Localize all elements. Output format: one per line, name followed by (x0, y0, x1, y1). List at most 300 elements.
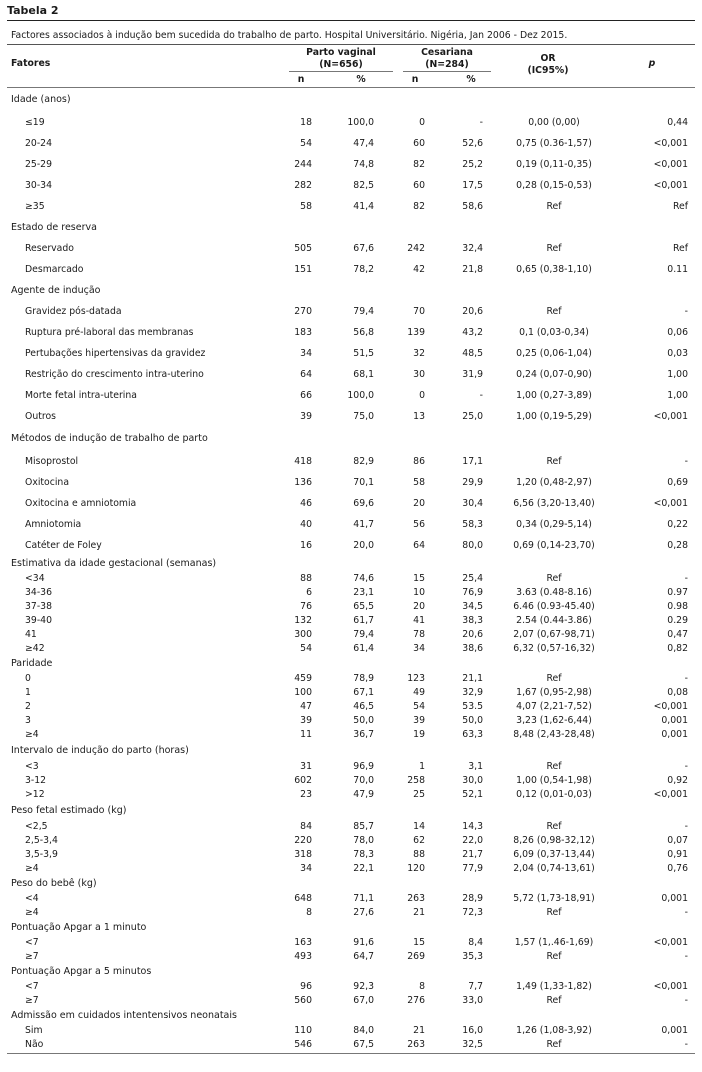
header-cesariana (403, 47, 491, 72)
table-row (7, 728, 695, 742)
cell-p: - (684, 907, 688, 918)
cell-p2: 29,9 (462, 477, 483, 488)
cell-p2: 33,0 (462, 995, 483, 1006)
cell-p2: 32,5 (462, 1039, 483, 1050)
cell-n2: 41 (413, 615, 425, 626)
table-row (7, 862, 695, 876)
cell-p2: 21,8 (462, 264, 483, 275)
row-label: Ruptura pré-laboral das membranas (25, 327, 194, 338)
cell-p2: 25,4 (462, 573, 483, 584)
cell-n2: 25 (413, 789, 425, 800)
cell-p2: - (479, 117, 483, 128)
cell-n2: 19 (413, 729, 425, 740)
cell-p: 0,82 (667, 643, 688, 654)
table-row (7, 994, 695, 1008)
group-label: Intervalo de indução do parto (horas) (11, 745, 189, 756)
cell-n1: 6 (306, 587, 312, 598)
cell-p: 0,76 (667, 863, 688, 874)
cell-p1: 82,9 (353, 456, 374, 467)
cell-n1: 34 (300, 863, 312, 874)
row-label: Restrição do crescimento intra-uterino (25, 369, 204, 380)
cell-n1: 505 (294, 243, 312, 254)
cell-or: Ref (546, 456, 562, 467)
cell-n1: 220 (294, 835, 312, 846)
cell-n2: 0 (419, 117, 425, 128)
cell-n2: 86 (413, 456, 425, 467)
cell-or: Ref (546, 821, 562, 832)
cell-n2: 269 (407, 951, 425, 962)
table-row (7, 385, 695, 406)
cell-p1: 84,0 (353, 1025, 374, 1036)
group-label: Admissão em cuidados intentensivos neonatais (11, 1010, 237, 1021)
row-label: <3 (25, 761, 39, 772)
cell-p1: 64,7 (353, 951, 374, 962)
cell-p: - (684, 673, 688, 684)
header-p: p (648, 58, 656, 69)
cell-n2: 123 (407, 673, 425, 684)
cell-or: 6,56 (3,20-13,40) (513, 498, 595, 509)
cell-n2: 139 (407, 327, 425, 338)
table-row (7, 950, 695, 964)
cell-p: - (684, 456, 688, 467)
row-label: Oxitocina e amniotomia (25, 498, 137, 509)
cell-n2: 88 (413, 849, 425, 860)
cell-p2: 48,5 (462, 348, 483, 359)
header-or-label: OR (540, 53, 556, 64)
cell-n2: 42 (413, 264, 425, 275)
cell-p: 0,001 (661, 715, 688, 726)
cell-p2: 14,3 (462, 821, 483, 832)
cell-p2: 53.5 (462, 701, 483, 712)
cell-p: Ref (672, 243, 688, 254)
table-row (7, 406, 695, 427)
header-parto-vaginal-n: (N=656) (319, 59, 363, 70)
cell-or: Ref (546, 951, 562, 962)
row-label: Catéter de Foley (25, 540, 102, 551)
cell-p: 0,28 (667, 540, 688, 551)
table-row (7, 175, 695, 196)
cell-p2: 30,4 (462, 498, 483, 509)
cell-p1: 41,7 (353, 519, 374, 530)
cell-or: Ref (546, 761, 562, 772)
cell-p: 0,03 (667, 348, 688, 359)
group-header (7, 88, 695, 112)
cell-n2: 258 (407, 775, 425, 786)
cell-n1: 282 (294, 180, 312, 191)
group-header (7, 427, 695, 451)
cell-or: 6.46 (0.93-45.40) (513, 601, 595, 612)
header-or-ic: (IC95%) (527, 65, 569, 76)
cell-n1: 54 (300, 643, 312, 654)
table-row (7, 614, 695, 628)
row-label: 41 (25, 629, 37, 640)
group-label: Peso do bebê (kg) (11, 878, 97, 889)
cell-p1: 67,0 (353, 995, 374, 1006)
cell-n1: 88 (300, 573, 312, 584)
cell-p2: 30,0 (462, 775, 483, 786)
cell-or: 6,32 (0,57-16,32) (513, 643, 595, 654)
cell-n1: 66 (300, 390, 312, 401)
cell-p: 0.98 (667, 601, 688, 612)
cell-n2: 64 (413, 540, 425, 551)
cell-n1: 96 (300, 981, 312, 992)
table-row (7, 586, 695, 600)
cell-or: 0,28 (0,15-0,53) (516, 180, 592, 191)
cell-n1: 8 (306, 907, 312, 918)
cell-p2: 7,7 (468, 981, 483, 992)
table-row (7, 196, 695, 217)
cell-p2: 72,3 (462, 907, 483, 918)
cell-or: 2,07 (0,67-98,71) (513, 629, 595, 640)
table-body (7, 88, 695, 1052)
row-label: ≥42 (25, 643, 45, 654)
cell-p2: 25,0 (462, 411, 483, 422)
cell-n1: 47 (300, 701, 312, 712)
cell-n1: 459 (294, 673, 312, 684)
cell-or: Ref (546, 995, 562, 1006)
group-header (7, 556, 695, 572)
cell-p: <0,001 (653, 701, 688, 712)
cell-or: 1,26 (1,08-3,92) (516, 1025, 592, 1036)
cell-p2: 16,0 (462, 1025, 483, 1036)
cell-p1: 50,0 (353, 715, 374, 726)
row-label: <2,5 (25, 821, 48, 832)
row-label: Não (25, 1039, 44, 1050)
cell-p2: 52,6 (462, 138, 483, 149)
cell-or: 4,07 (2,21-7,52) (516, 701, 592, 712)
cell-p1: 74,6 (353, 573, 374, 584)
row-label: ≥4 (25, 907, 39, 918)
cell-n2: 56 (413, 519, 425, 530)
cell-n1: 46 (300, 498, 312, 509)
table-row (7, 343, 695, 364)
cell-p1: 70,1 (353, 477, 374, 488)
group-header (7, 920, 695, 936)
table-row (7, 1038, 695, 1052)
cell-or: Ref (546, 306, 562, 317)
cell-p: 0,44 (667, 117, 688, 128)
cell-p1: 70,0 (353, 775, 374, 786)
cell-p1: 47,4 (353, 138, 374, 149)
group-label: Peso fetal estimado (kg) (11, 805, 127, 816)
table-row (7, 238, 695, 259)
cell-p: - (684, 821, 688, 832)
cell-or: 0,69 (0,14-23,70) (513, 540, 595, 551)
table-row (7, 628, 695, 642)
table-row (7, 600, 695, 614)
cell-p2: 32,9 (462, 687, 483, 698)
cell-p2: 28,9 (462, 893, 483, 904)
cell-p: 0,47 (667, 629, 688, 640)
row-label: >12 (25, 789, 45, 800)
cell-p2: 21,7 (462, 849, 483, 860)
row-label: 2 (25, 701, 31, 712)
cell-n1: 84 (300, 821, 312, 832)
cell-p2: 22,0 (462, 835, 483, 846)
cell-or: Ref (546, 573, 562, 584)
table-row (7, 788, 695, 802)
cell-p2: 32,4 (462, 243, 483, 254)
row-label: 30-34 (25, 180, 53, 191)
cell-or: 0,24 (0,07-0,90) (516, 369, 592, 380)
cell-p2: 31,9 (462, 369, 483, 380)
table-row (7, 154, 695, 175)
cell-n1: 34 (300, 348, 312, 359)
cell-p: <0,001 (653, 411, 688, 422)
cell-n1: 31 (300, 761, 312, 772)
row-label: 20-24 (25, 138, 53, 149)
table-row (7, 642, 695, 656)
cell-n2: 0 (419, 390, 425, 401)
table-row (7, 672, 695, 686)
cell-or: 2.54 (0.44-3.86) (516, 615, 592, 626)
cell-p1: 41,4 (353, 201, 374, 212)
group-label: Pontuação Apgar a 1 minuto (11, 922, 147, 933)
cell-p1: 75,0 (353, 411, 374, 422)
cell-or: Ref (546, 673, 562, 684)
cell-p2: 76,9 (462, 587, 483, 598)
cell-p: 0,69 (667, 477, 688, 488)
cell-or: 0,1 (0,03-0,34) (519, 327, 589, 338)
row-label: ≥4 (25, 863, 39, 874)
group-header (7, 1008, 695, 1024)
cell-p1: 46,5 (353, 701, 374, 712)
table-row (7, 322, 695, 343)
cell-p: <0,001 (653, 498, 688, 509)
cell-or: 3,23 (1,62-6,44) (516, 715, 592, 726)
cell-or: Ref (546, 201, 562, 212)
cell-or: 0,12 (0,01-0,03) (516, 789, 592, 800)
cell-p2: 58,3 (462, 519, 483, 530)
row-label: Desmarcado (25, 264, 84, 275)
table-row (7, 834, 695, 848)
table-row (7, 820, 695, 834)
row-label: 37-38 (25, 601, 53, 612)
cell-p1: 47,9 (353, 789, 374, 800)
group-label: Idade (anos) (11, 94, 71, 105)
cell-n2: 21 (413, 1025, 425, 1036)
cell-n1: 54 (300, 138, 312, 149)
row-label: Morte fetal intra-uterina (25, 390, 137, 401)
cell-p2: 63,3 (462, 729, 483, 740)
cell-p1: 78,2 (353, 264, 374, 275)
cell-p: - (684, 995, 688, 1006)
cell-or: Ref (546, 243, 562, 254)
table-row (7, 936, 695, 950)
cell-or: 1,49 (1,33-1,82) (516, 981, 592, 992)
cell-p1: 91,6 (353, 937, 374, 948)
cell-p: <0,001 (653, 159, 688, 170)
cell-p: 0.11 (667, 264, 688, 275)
cell-or: 0,75 (0.36-1,57) (516, 138, 592, 149)
cell-p1: 78,0 (353, 835, 374, 846)
group-label: Pontuação Apgar a 5 minutos (11, 966, 152, 977)
cell-p: <0,001 (653, 180, 688, 191)
cell-or: 2,04 (0,74-13,61) (513, 863, 595, 874)
cell-n2: 82 (413, 201, 425, 212)
cell-p: <0,001 (653, 981, 688, 992)
table-row (7, 572, 695, 586)
group-label: Estado de reserva (11, 222, 97, 233)
cell-or: Ref (546, 1039, 562, 1050)
cell-n1: 58 (300, 201, 312, 212)
cell-or: 1,57 (1,.46-1,69) (514, 937, 594, 948)
cell-n2: 70 (413, 306, 425, 317)
row-label: Gravidez pós-datada (25, 306, 122, 317)
row-label: 25-29 (25, 159, 53, 170)
header-parto-vaginal-label: Parto vaginal (306, 47, 376, 58)
cell-p1: 27,6 (353, 907, 374, 918)
cell-n1: 493 (294, 951, 312, 962)
cell-n2: 21 (413, 907, 425, 918)
cell-p1: 67,6 (353, 243, 374, 254)
cell-n1: 40 (300, 519, 312, 530)
cell-n2: 20 (413, 498, 425, 509)
cell-n2: 20 (413, 601, 425, 612)
table-row (7, 760, 695, 774)
header-pct2: % (466, 74, 476, 85)
cell-n2: 32 (413, 348, 425, 359)
cell-p1: 100,0 (347, 117, 374, 128)
cell-n1: 163 (294, 937, 312, 948)
cell-p1: 56,8 (353, 327, 374, 338)
group-header (7, 742, 695, 760)
row-label: Sim (25, 1025, 43, 1036)
cell-p1: 82,5 (353, 180, 374, 191)
cell-n2: 13 (413, 411, 425, 422)
table-row (7, 259, 695, 280)
cell-or: 3.63 (0.48-8.16) (516, 587, 592, 598)
row-label: 3 (25, 715, 31, 726)
row-label: Misoprostol (25, 456, 79, 467)
cell-p1: 69,6 (353, 498, 374, 509)
row-label: Amniotomia (25, 519, 82, 530)
cell-n2: 1 (419, 761, 425, 772)
cell-n2: 276 (407, 995, 425, 1006)
cell-n1: 151 (294, 264, 312, 275)
row-label: 0 (25, 673, 31, 684)
cell-p1: 23,1 (353, 587, 374, 598)
table-row (7, 493, 695, 514)
cell-p: 1,00 (667, 390, 688, 401)
row-label: 3-12 (25, 775, 47, 786)
cell-n2: 263 (407, 893, 425, 904)
row-label: 3,5-3,9 (25, 849, 58, 860)
row-label: ≥4 (25, 729, 39, 740)
cell-or: 1,00 (0,27-3,89) (516, 390, 592, 401)
cell-n2: 39 (413, 715, 425, 726)
cell-n2: 242 (407, 243, 425, 254)
table-row (7, 714, 695, 728)
header-pct1: % (356, 74, 366, 85)
cell-p: <0,001 (653, 138, 688, 149)
table-row (7, 364, 695, 385)
table-row (7, 892, 695, 906)
cell-p: Ref (672, 201, 688, 212)
cell-p2: - (479, 390, 483, 401)
cell-or: 8,26 (0,98-32,12) (513, 835, 595, 846)
cell-n2: 15 (413, 937, 425, 948)
row-label: ≥35 (25, 201, 45, 212)
group-header (7, 964, 695, 980)
cell-p: 0.97 (667, 587, 688, 598)
cell-n2: 30 (413, 369, 425, 380)
cell-p: - (684, 951, 688, 962)
row-label: 39-40 (25, 615, 53, 626)
cell-p2: 77,9 (462, 863, 483, 874)
cell-p1: 78,9 (353, 673, 374, 684)
group-header (7, 217, 695, 238)
table-row (7, 535, 695, 556)
table-row (7, 472, 695, 493)
row-label: 1 (25, 687, 31, 698)
cell-n2: 263 (407, 1039, 425, 1050)
cell-p1: 85,7 (353, 821, 374, 832)
row-label: 34-36 (25, 587, 53, 598)
cell-p: 0,91 (667, 849, 688, 860)
table-title: Tabela 2 (7, 4, 695, 21)
cell-n1: 648 (294, 893, 312, 904)
cell-p2: 8,4 (468, 937, 483, 948)
cell-p2: 21,1 (462, 673, 483, 684)
cell-n2: 54 (413, 701, 425, 712)
cell-n2: 62 (413, 835, 425, 846)
cell-or: 0,25 (0,06-1,04) (516, 348, 592, 359)
cell-or: 1,00 (0,19-5,29) (516, 411, 592, 422)
cell-n1: 64 (300, 369, 312, 380)
cell-or: 1,67 (0,95-2,98) (516, 687, 592, 698)
cell-p1: 71,1 (353, 893, 374, 904)
cell-p2: 20,6 (462, 629, 483, 640)
cell-p: 0,08 (667, 687, 688, 698)
cell-or: 0,65 (0,38-1,10) (516, 264, 592, 275)
group-header (7, 656, 695, 672)
cell-n1: 11 (300, 729, 312, 740)
cell-n2: 60 (413, 138, 425, 149)
cell-n2: 58 (413, 477, 425, 488)
table-bottom-rule (7, 1053, 695, 1054)
cell-n1: 560 (294, 995, 312, 1006)
group-header (7, 802, 695, 820)
row-label: ≥7 (25, 995, 39, 1006)
cell-p1: 51,5 (353, 348, 374, 359)
row-label: ≥7 (25, 951, 39, 962)
cell-n1: 546 (294, 1039, 312, 1050)
header-parto-vaginal (289, 47, 393, 72)
cell-p1: 67,5 (353, 1039, 374, 1050)
cell-p: - (684, 573, 688, 584)
row-label: <7 (25, 981, 39, 992)
cell-p1: 74,8 (353, 159, 374, 170)
table-row (7, 774, 695, 788)
cell-n1: 100 (294, 687, 312, 698)
cell-p1: 79,4 (353, 629, 374, 640)
cell-n2: 60 (413, 180, 425, 191)
cell-n1: 318 (294, 849, 312, 860)
cell-p1: 78,3 (353, 849, 374, 860)
cell-p2: 52,1 (462, 789, 483, 800)
header-n1: n (297, 74, 305, 85)
cell-n1: 16 (300, 540, 312, 551)
table-row (7, 980, 695, 994)
cell-n1: 18 (300, 117, 312, 128)
row-label: Reservado (25, 243, 74, 254)
header-cesariana-n: (N=284) (425, 59, 469, 70)
cell-p1: 67,1 (353, 687, 374, 698)
cell-p2: 58,6 (462, 201, 483, 212)
cell-n1: 110 (294, 1025, 312, 1036)
cell-n2: 78 (413, 629, 425, 640)
